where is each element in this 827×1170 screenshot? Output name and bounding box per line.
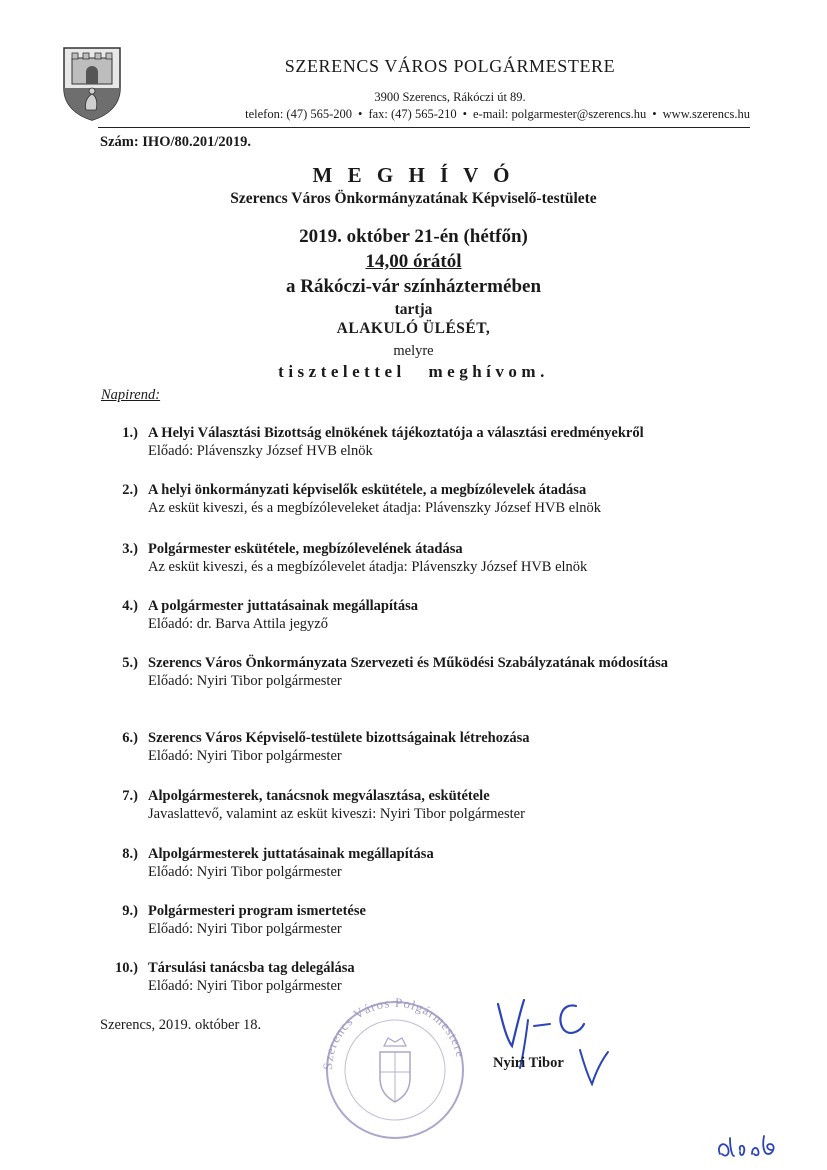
handwritten-initials-icon — [712, 1128, 784, 1164]
agenda-item — [100, 597, 760, 633]
city-coat-of-arms-icon — [60, 44, 124, 122]
email-address: e-mail: polgarmester@szerencs.hu — [473, 107, 647, 121]
contact-line — [120, 107, 750, 122]
agenda-item-presenter: Előadó: Nyiri Tibor polgármester — [148, 673, 342, 689]
agenda-item-title: A polgármester juttatásainak megállapítása — [148, 598, 418, 614]
agenda-item — [100, 729, 760, 765]
signer-name: Nyiri Tibor — [493, 1055, 564, 1071]
invitation-subtitle: Szerencs Város Önkormányzatának Képviselő-testülete — [230, 190, 597, 207]
agenda-item — [100, 902, 760, 938]
agenda-item-title: Alpolgármesterek juttatásainak megállapítása — [148, 846, 434, 862]
where-to-text: melyre — [393, 343, 434, 359]
meeting-date: 2019. október 21-én (hétfőn) — [299, 226, 528, 247]
agenda-item-number: 1.) — [122, 425, 138, 441]
agenda-item-title: Szerencs Város Képviselő-testülete bizottságainak létrehozása — [148, 730, 530, 746]
separator-bullet: • — [358, 107, 363, 121]
agenda-item-title: Társulási tanácsba tag delegálása — [148, 960, 355, 976]
agenda-item-number: 9.) — [122, 903, 138, 919]
svg-text:Szerencs Város Polgármestere — [320, 995, 469, 1070]
agenda-item-title: Alpolgármesterek, tanácsnok megválasztása, eskütétele — [148, 788, 490, 804]
agenda-item-presenter: Előadó: Plávenszky József HVB elnök — [148, 443, 373, 459]
respectfully-invite-text: tisztelettel meghívom. — [278, 362, 549, 381]
phone-number: telefon: (47) 565-200 — [245, 107, 353, 121]
organization-title: SZERENCS VÁROS POLGÁRMESTERE — [284, 56, 616, 76]
header-divider — [98, 127, 750, 128]
session-type: ALAKULÓ ÜLÉSÉT, — [336, 320, 491, 337]
invitation-title: M E G H Í V Ó — [312, 163, 515, 187]
agenda-item-number: 2.) — [122, 482, 138, 498]
agenda-item-presenter: Előadó: dr. Barva Attila jegyző — [148, 616, 328, 632]
agenda-item-title: Polgármester eskütétele, megbízólevelének átadása — [148, 541, 463, 557]
agenda-item-number: 10.) — [115, 960, 138, 976]
agenda-item-number: 8.) — [122, 846, 138, 862]
agenda-item-number: 5.) — [122, 655, 138, 671]
official-stamp-icon — [310, 990, 480, 1140]
agenda-item-title: A helyi önkormányzati képviselők eskütétele, a megbízólevelek átadása — [148, 482, 587, 498]
meeting-time: 14,00 órától — [365, 251, 462, 272]
agenda-item-presenter: Előadó: Nyiri Tibor polgármester — [148, 921, 342, 937]
agenda-label: Napirend: — [101, 387, 161, 403]
agenda-item-title: A Helyi Választási Bizottság elnökének tájékoztatója a választási eredményekről — [148, 425, 644, 441]
stamp-text: Szerencs Város Polgármestere — [319, 994, 469, 1071]
agenda-item-title: Szerencs Város Önkormányzata Szervezeti és Működési Szabályzatának módosítása — [148, 655, 668, 671]
agenda-item-number: 6.) — [122, 730, 138, 746]
agenda-item-presenter: Az esküt kiveszi, és a megbízólevelet átadja: Plávenszky József HVB elnök — [148, 559, 588, 575]
document-number: Szám: IHO/80.201/2019. — [100, 134, 252, 150]
agenda-item-presenter: Előadó: Nyiri Tibor polgármester — [148, 978, 342, 994]
separator-bullet: • — [462, 107, 467, 121]
place-and-date: Szerencs, 2019. október 18. — [100, 1017, 262, 1033]
agenda-item-presenter: Az esküt kiveszi, és a megbízóleveleket átadja: Plávenszky József HVB elnök — [148, 500, 601, 516]
handwritten-signature-icon — [480, 990, 620, 1100]
separator-bullet: • — [652, 107, 657, 121]
agenda-item-number: 7.) — [122, 788, 138, 804]
agenda-item-presenter: Előadó: Nyiri Tibor polgármester — [148, 864, 342, 880]
organization-address: 3900 Szerencs, Rákóczi út 89. — [374, 90, 526, 104]
meeting-place: a Rákóczi-vár színháztermében — [285, 276, 542, 297]
agenda-item — [100, 481, 760, 517]
agenda-item-number: 3.) — [122, 541, 138, 557]
meeting-holds-text: tartja — [394, 301, 433, 318]
agenda-item-title: Polgármesteri program ismertetése — [148, 903, 366, 919]
agenda-item-presenter: Előadó: Nyiri Tibor polgármester — [148, 748, 342, 764]
agenda-item — [100, 654, 760, 690]
agenda-item-presenter: Javaslattevő, valamint az esküt kiveszi: Nyiri Tibor polgármester — [148, 806, 525, 822]
agenda-item — [100, 540, 760, 576]
agenda-item — [100, 845, 760, 881]
agenda-item — [100, 787, 760, 823]
fax-number: fax: (47) 565-210 — [368, 107, 457, 121]
agenda-item-number: 4.) — [122, 598, 138, 614]
website-address: www.szerencs.hu — [662, 107, 750, 121]
agenda-item — [100, 424, 760, 460]
